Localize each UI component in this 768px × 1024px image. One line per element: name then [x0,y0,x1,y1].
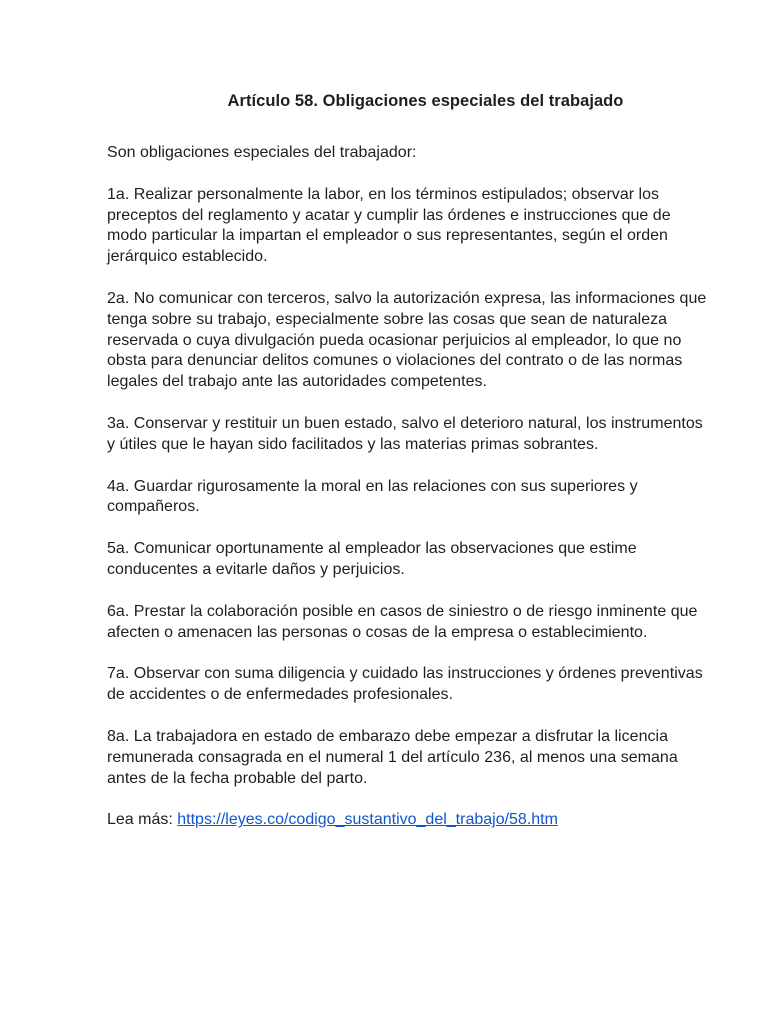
obligation-paragraph-1: 1a. Realizar personalmente la labor, en los términos estipulados; observar los preceptos del reglamento y acatar y cumplir las órdenes e instrucciones que de modo particular la impartan el empleador o sus representantes, según el orden jerárquico establecido. [107,185,671,266]
read-more-line [107,810,708,831]
obligation-paragraph-3: 3a. Conservar y restituir un buen estado, salvo el deterioro natural, los instrumentos y útiles que le hayan sido facilitados y las materias primas sobrantes. [107,414,703,453]
obligation-paragraph-6: 6a. Prestar la colaboración posible en casos de siniestro o de riesgo inminente que afecten o amenacen las personas o cosas de la empresa o establecimiento. [107,602,698,641]
intro-paragraph: Son obligaciones especiales del trabajador: [107,144,417,161]
obligation-paragraph-4: 4a. Guardar rigurosamente la moral en las relaciones con sus superiores y compañeros. [107,477,638,516]
read-more-link[interactable]: https://leyes.co/codigo_sustantivo_del_trabajo/58.htm [177,811,558,829]
read-more-label: Lea más: [107,811,178,829]
obligation-paragraph-7: 7a. Observar con suma diligencia y cuidado las instrucciones y órdenes preventivas de accidentes o de enfermedades profesionales. [107,665,703,704]
obligation-paragraph-5: 5a. Comunicar oportunamente al empleador las observaciones que estime conducentes a evitarle daños y perjuicios. [107,540,637,578]
obligation-paragraph-2: 2a. No comunicar con terceros, salvo la autorización expresa, las informaciones que tenga sobre su trabajo, especialmente sobre las cosas que sean de naturaleza reservada o cuya divulgación pueda ocasionar perjuicios al empleador, lo que no obsta para denunciar delitos comunes o violaciones del contrato o de las normas legales del trabajo ante las autoridades competentes. [107,289,707,391]
document-title: Artículo 58. Obligaciones especiales del trabajado [227,92,624,110]
obligation-paragraph-8: 8a. La trabajadora en estado de embarazo debe empezar a disfrutar la licencia remunerada consagrada en el numeral 1 del artículo 236, al menos una semana antes de la fecha probable del parto. [107,727,678,787]
